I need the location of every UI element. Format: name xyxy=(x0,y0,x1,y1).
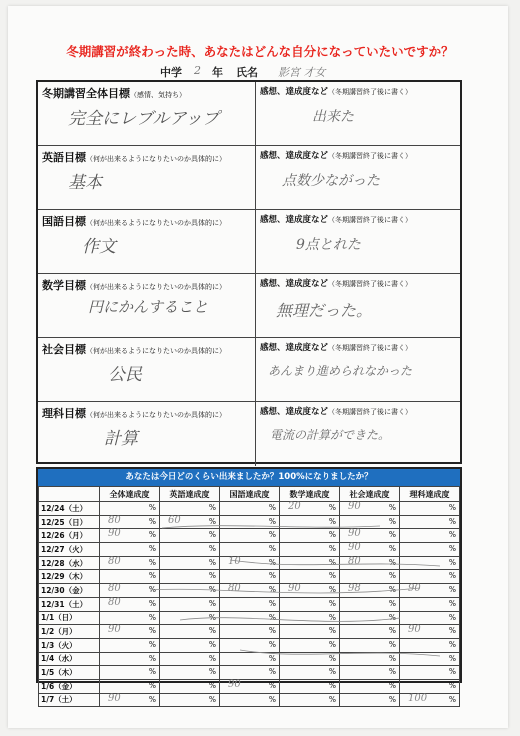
page-title: 冬期講習が終わった時、あなたはどんな自分になっていたいですか？ xyxy=(66,44,454,59)
percent-sign: % xyxy=(208,557,216,567)
percent-sign: % xyxy=(448,530,456,540)
goal-answer: 基本 xyxy=(68,173,102,193)
percent-cell[interactable] xyxy=(220,611,280,625)
table-row xyxy=(39,597,460,611)
percent-value: 80 xyxy=(108,555,121,567)
percent-value: 90 xyxy=(348,501,361,512)
percent-sign: % xyxy=(148,694,156,704)
percent-sign: % xyxy=(148,626,156,636)
percent-cell[interactable] xyxy=(280,543,340,557)
percent-cell[interactable] xyxy=(280,529,340,543)
percent-sign: % xyxy=(448,667,456,677)
percent-sign: % xyxy=(208,516,216,526)
percent-sign: % xyxy=(148,667,156,677)
percent-cell[interactable] xyxy=(100,543,160,557)
percent-sign: % xyxy=(328,612,336,622)
table-row xyxy=(39,611,460,625)
percent-sign: % xyxy=(208,653,216,663)
percent-cell[interactable] xyxy=(400,638,460,652)
progress-table xyxy=(36,467,462,705)
percent-sign: % xyxy=(448,516,456,526)
goal-label: 冬期講習全体目標（感情、気持ち） xyxy=(42,87,186,100)
table-row xyxy=(39,515,460,529)
reflection-answer: 点数少ながった xyxy=(282,173,380,189)
percent-cell[interactable] xyxy=(340,638,400,652)
student-info xyxy=(160,64,360,80)
date-header xyxy=(39,487,100,502)
row-date: 12/28（水） xyxy=(39,556,100,570)
reflection-label: 感想、達成度など（冬期講習終了後に書く） xyxy=(260,343,413,353)
percent-sign: % xyxy=(448,639,456,649)
percent-sign: % xyxy=(148,585,156,595)
percent-sign: % xyxy=(148,530,156,540)
percent-cell[interactable] xyxy=(220,543,280,557)
percent-sign: % xyxy=(208,680,216,690)
percent-sign: % xyxy=(268,544,276,554)
progress-header-row xyxy=(39,487,460,502)
percent-cell[interactable] xyxy=(100,502,160,516)
table-row xyxy=(39,666,460,680)
percent-cell[interactable] xyxy=(340,625,400,639)
percent-cell[interactable] xyxy=(400,611,460,625)
percent-cell[interactable] xyxy=(220,638,280,652)
reflection-label: 感想、達成度など（冬期講習終了後に書く） xyxy=(260,215,413,225)
percent-sign: % xyxy=(328,544,336,554)
percent-sign: % xyxy=(388,598,396,608)
percent-sign: % xyxy=(268,557,276,567)
percent-sign: % xyxy=(208,626,216,636)
percent-cell[interactable] xyxy=(340,666,400,680)
percent-sign: % xyxy=(388,516,396,526)
percent-sign: % xyxy=(268,612,276,622)
table-row xyxy=(39,693,460,707)
table-row xyxy=(39,584,460,598)
percent-sign: % xyxy=(208,503,216,512)
percent-cell[interactable] xyxy=(220,652,280,666)
percent-sign: % xyxy=(388,571,396,581)
percent-value: 80 xyxy=(108,514,121,526)
percent-sign: % xyxy=(148,653,156,663)
percent-sign: % xyxy=(268,639,276,649)
percent-cell[interactable] xyxy=(220,556,280,570)
percent-sign: % xyxy=(148,571,156,581)
percent-sign: % xyxy=(448,694,456,704)
percent-cell[interactable] xyxy=(220,584,280,598)
percent-sign: % xyxy=(268,585,276,595)
percent-cell[interactable] xyxy=(160,666,220,680)
percent-value: 80 xyxy=(348,555,361,567)
table-row xyxy=(39,652,460,666)
percent-cell[interactable] xyxy=(340,611,400,625)
percent-cell[interactable] xyxy=(220,502,280,516)
percent-cell[interactable] xyxy=(160,652,220,666)
percent-sign: % xyxy=(268,503,276,512)
name-label: 氏名 xyxy=(236,66,258,79)
table-row xyxy=(39,625,460,639)
table-row xyxy=(39,529,460,543)
percent-sign: % xyxy=(328,639,336,649)
percent-cell[interactable] xyxy=(340,556,400,570)
percent-sign: % xyxy=(268,530,276,540)
percent-sign: % xyxy=(328,530,336,540)
percent-cell[interactable] xyxy=(100,652,160,666)
reflection-answer: 電流の計算ができた。 xyxy=(270,428,391,442)
percent-cell[interactable] xyxy=(160,584,220,598)
column-header: 英語達成度 xyxy=(160,487,220,502)
percent-sign: % xyxy=(268,694,276,704)
percent-cell[interactable] xyxy=(340,570,400,584)
percent-cell[interactable] xyxy=(400,543,460,557)
percent-sign: % xyxy=(328,598,336,608)
percent-cell[interactable] xyxy=(400,570,460,584)
percent-cell[interactable] xyxy=(160,611,220,625)
percent-value: 90 xyxy=(348,542,361,554)
row-date: 12/31（土） xyxy=(39,597,100,611)
percent-sign: % xyxy=(148,680,156,690)
percent-cell[interactable] xyxy=(160,638,220,652)
percent-cell[interactable] xyxy=(160,556,220,570)
percent-value: 80 xyxy=(228,583,241,595)
row-date: 12/29（木） xyxy=(39,570,100,584)
percent-sign: % xyxy=(448,612,456,622)
percent-sign: % xyxy=(208,585,216,595)
row-date: 12/26（月） xyxy=(39,529,100,543)
grade-value: 2 xyxy=(194,64,201,77)
goal-label: 社会目標（何が出来るようになりたいのか具体的に） xyxy=(42,343,226,356)
percent-cell[interactable] xyxy=(100,625,160,639)
progress-banner: あなたは今日どのくらい出来ましたか？100%になりましたか？ xyxy=(38,469,460,486)
name-value: 影宮 才女 xyxy=(278,66,326,79)
percent-cell[interactable] xyxy=(280,502,340,516)
goal-row-japanese xyxy=(38,210,460,274)
reflection-answer: 無理だった。 xyxy=(276,301,373,320)
percent-sign: % xyxy=(268,667,276,677)
percent-sign: % xyxy=(148,557,156,567)
percent-sign: % xyxy=(148,544,156,554)
table-row xyxy=(39,556,460,570)
percent-value: 60 xyxy=(168,514,181,526)
percent-cell[interactable] xyxy=(160,529,220,543)
percent-cell[interactable] xyxy=(340,584,400,598)
percent-sign: % xyxy=(208,544,216,554)
percent-cell[interactable] xyxy=(400,584,460,598)
percent-cell[interactable] xyxy=(280,611,340,625)
percent-sign: % xyxy=(208,571,216,581)
percent-sign: % xyxy=(388,694,396,704)
percent-cell[interactable] xyxy=(400,679,460,693)
grade-label: 年 xyxy=(212,66,223,79)
goals-table xyxy=(36,80,462,464)
percent-value: 90 xyxy=(408,624,421,636)
goal-answer: 計算 xyxy=(104,429,138,449)
percent-cell[interactable] xyxy=(340,652,400,666)
percent-sign: % xyxy=(328,503,336,512)
table-row xyxy=(39,638,460,652)
row-date: 12/25（日） xyxy=(39,515,100,529)
goal-label: 英語目標（何が出来るようになりたいのか具体的に） xyxy=(42,151,226,164)
percent-sign: % xyxy=(448,544,456,554)
reflection-label: 感想、達成度など（冬期講習終了後に書く） xyxy=(260,279,413,289)
percent-sign: % xyxy=(148,516,156,526)
percent-cell[interactable] xyxy=(100,570,160,584)
percent-cell[interactable] xyxy=(220,625,280,639)
reflection-answer: あんまり進められなかった xyxy=(268,364,413,378)
percent-sign: % xyxy=(208,667,216,677)
percent-sign: % xyxy=(268,571,276,581)
percent-value: 100 xyxy=(408,692,428,704)
goal-row-science xyxy=(38,402,460,466)
percent-cell[interactable] xyxy=(220,570,280,584)
row-date: 1/4（水） xyxy=(39,652,100,666)
percent-cell[interactable] xyxy=(280,679,340,693)
school-label: 中学 xyxy=(160,66,182,79)
percent-cell[interactable] xyxy=(220,529,280,543)
percent-cell[interactable] xyxy=(280,625,340,639)
percent-value: 90 xyxy=(288,583,301,595)
goal-row-social xyxy=(38,338,460,402)
percent-sign: % xyxy=(388,626,396,636)
column-header: 数学達成度 xyxy=(280,487,340,502)
column-header: 理科達成度 xyxy=(400,487,460,502)
percent-sign: % xyxy=(448,653,456,663)
progress-body xyxy=(39,502,460,707)
percent-sign: % xyxy=(328,585,336,595)
percent-cell[interactable] xyxy=(340,679,400,693)
percent-sign: % xyxy=(448,503,456,512)
percent-cell[interactable] xyxy=(280,638,340,652)
column-header: 国語達成度 xyxy=(220,487,280,502)
column-header: 全体達成度 xyxy=(100,487,160,502)
percent-sign: % xyxy=(388,585,396,595)
reflection-label: 感想、達成度など（冬期講習終了後に書く） xyxy=(260,407,413,417)
percent-cell[interactable] xyxy=(400,666,460,680)
percent-sign: % xyxy=(328,680,336,690)
percent-sign: % xyxy=(148,503,156,512)
goal-row-math xyxy=(38,274,460,338)
percent-cell[interactable] xyxy=(400,693,460,707)
percent-cell[interactable] xyxy=(340,502,400,516)
percent-sign: % xyxy=(448,557,456,567)
percent-value: 90 xyxy=(348,528,361,540)
percent-cell[interactable] xyxy=(160,693,220,707)
percent-value: 80 xyxy=(108,583,121,595)
percent-cell[interactable] xyxy=(160,570,220,584)
goal-row-english xyxy=(38,146,460,210)
percent-sign: % xyxy=(448,571,456,581)
percent-cell[interactable] xyxy=(220,597,280,611)
percent-sign: % xyxy=(448,585,456,595)
percent-cell[interactable] xyxy=(340,597,400,611)
percent-cell[interactable] xyxy=(100,597,160,611)
percent-cell[interactable] xyxy=(100,638,160,652)
table-row xyxy=(39,502,460,516)
percent-sign: % xyxy=(448,598,456,608)
percent-cell[interactable] xyxy=(340,529,400,543)
percent-sign: % xyxy=(388,639,396,649)
percent-sign: % xyxy=(388,544,396,554)
percent-cell[interactable] xyxy=(400,625,460,639)
percent-sign: % xyxy=(388,653,396,663)
percent-cell[interactable] xyxy=(160,543,220,557)
percent-cell[interactable] xyxy=(160,515,220,529)
percent-cell[interactable] xyxy=(100,529,160,543)
row-date: 1/3（火） xyxy=(39,638,100,652)
goal-answer: 完全にレブルアップ xyxy=(68,109,220,129)
reflection-label: 感想、達成度など（冬期講習終了後に書く） xyxy=(260,87,413,97)
percent-sign: % xyxy=(388,667,396,677)
percent-sign: % xyxy=(388,612,396,622)
percent-sign: % xyxy=(208,598,216,608)
goal-answer: 作文 xyxy=(82,237,116,257)
percent-cell[interactable] xyxy=(160,679,220,693)
goal-answer: 円にかんすること xyxy=(88,298,209,316)
percent-value: 90 xyxy=(108,528,121,540)
percent-sign: % xyxy=(208,530,216,540)
percent-sign: % xyxy=(448,680,456,690)
row-date: 12/30（金） xyxy=(39,584,100,598)
percent-cell[interactable] xyxy=(280,584,340,598)
row-date: 1/7（土） xyxy=(39,693,100,707)
percent-sign: % xyxy=(268,680,276,690)
percent-cell[interactable] xyxy=(100,666,160,680)
goal-label: 国語目標（何が出来るようになりたいのか具体的に） xyxy=(42,215,226,228)
percent-sign: % xyxy=(208,694,216,704)
reflection-label: 感想、達成度など（冬期講習終了後に書く） xyxy=(260,151,413,161)
percent-cell[interactable] xyxy=(280,597,340,611)
percent-sign: % xyxy=(328,516,336,526)
percent-sign: % xyxy=(328,626,336,636)
percent-cell[interactable] xyxy=(280,652,340,666)
row-date: 1/6（金） xyxy=(39,679,100,693)
percent-sign: % xyxy=(328,653,336,663)
percent-value: 90 xyxy=(228,678,241,690)
percent-cell[interactable] xyxy=(160,625,220,639)
percent-cell[interactable] xyxy=(100,693,160,707)
percent-value: 90 xyxy=(108,624,121,636)
percent-cell[interactable] xyxy=(220,666,280,680)
percent-cell[interactable] xyxy=(160,502,220,516)
percent-cell[interactable] xyxy=(400,529,460,543)
percent-sign: % xyxy=(208,612,216,622)
percent-cell[interactable] xyxy=(100,611,160,625)
percent-cell[interactable] xyxy=(160,597,220,611)
percent-value: 80 xyxy=(108,596,121,608)
percent-sign: % xyxy=(388,503,396,512)
percent-sign: % xyxy=(388,557,396,567)
percent-sign: % xyxy=(148,612,156,622)
row-date: 1/1（日） xyxy=(39,611,100,625)
percent-cell[interactable] xyxy=(280,666,340,680)
percent-cell[interactable] xyxy=(280,570,340,584)
percent-sign: % xyxy=(268,516,276,526)
percent-cell[interactable] xyxy=(400,515,460,529)
percent-cell[interactable] xyxy=(100,556,160,570)
percent-cell[interactable] xyxy=(400,502,460,516)
percent-cell[interactable] xyxy=(340,693,400,707)
percent-sign: % xyxy=(328,557,336,567)
percent-sign: % xyxy=(268,626,276,636)
percent-sign: % xyxy=(268,653,276,663)
percent-cell[interactable] xyxy=(280,556,340,570)
row-date: 12/27（火） xyxy=(39,543,100,557)
percent-sign: % xyxy=(148,639,156,649)
percent-cell[interactable] xyxy=(400,556,460,570)
percent-sign: % xyxy=(268,598,276,608)
percent-cell[interactable] xyxy=(100,515,160,529)
table-row xyxy=(39,570,460,584)
goal-label: 数学目標（何が出来るようになりたいのか具体的に） xyxy=(42,279,226,292)
percent-sign: % xyxy=(148,598,156,608)
goal-answer: 公民 xyxy=(108,365,142,385)
table-row xyxy=(39,679,460,693)
column-header: 社会達成度 xyxy=(340,487,400,502)
percent-sign: % xyxy=(388,680,396,690)
row-date: 12/24（土） xyxy=(39,502,100,516)
percent-value: 10 xyxy=(228,555,241,567)
progress-grid xyxy=(38,486,460,707)
percent-sign: % xyxy=(328,571,336,581)
percent-sign: % xyxy=(328,667,336,677)
percent-cell[interactable] xyxy=(340,543,400,557)
row-date: 1/5（木） xyxy=(39,666,100,680)
percent-cell[interactable] xyxy=(220,693,280,707)
percent-cell[interactable] xyxy=(400,597,460,611)
percent-cell[interactable] xyxy=(340,515,400,529)
percent-cell[interactable] xyxy=(220,515,280,529)
percent-cell[interactable] xyxy=(280,515,340,529)
percent-sign: % xyxy=(448,626,456,636)
goal-label: 理科目標（何が出来るようになりたいのか具体的に） xyxy=(42,407,226,420)
percent-value: 20 xyxy=(288,501,301,512)
goal-row-overall xyxy=(38,82,460,146)
percent-value: 90 xyxy=(108,692,121,704)
percent-cell[interactable] xyxy=(220,679,280,693)
percent-cell[interactable] xyxy=(280,693,340,707)
reflection-answer: 9点とれた xyxy=(296,237,361,253)
percent-sign: % xyxy=(328,694,336,704)
row-date: 1/2（月） xyxy=(39,625,100,639)
table-row xyxy=(39,543,460,557)
reflection-answer: 出来た xyxy=(312,109,354,125)
percent-sign: % xyxy=(208,639,216,649)
percent-cell[interactable] xyxy=(100,679,160,693)
percent-sign: % xyxy=(388,530,396,540)
percent-cell[interactable] xyxy=(400,652,460,666)
percent-value: 98 xyxy=(348,583,361,595)
percent-value: 90 xyxy=(408,583,421,595)
percent-cell[interactable] xyxy=(100,584,160,598)
